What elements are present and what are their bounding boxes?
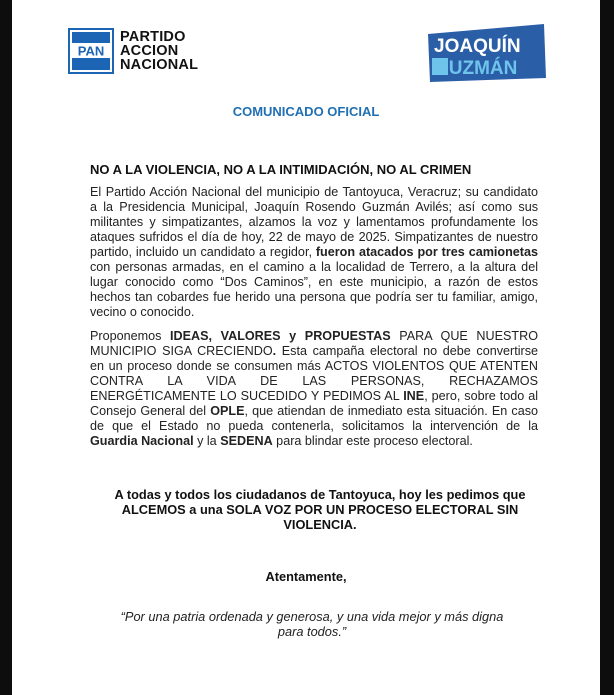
farewell: Atentamente,	[265, 569, 347, 584]
party-name	[120, 30, 198, 72]
pan-logo-icon	[68, 28, 114, 74]
p1-text-2: con personas armadas, en el camino a la localidad de Terrero, a la altura del lugar conocido como “Dos Caminos”, en este municipio, a razón de estos hechos tan cobardes fue herido una persona que podría ser tu familiar, amigo, vecino o conocido.	[90, 260, 538, 319]
p2-bold-4: OPLE	[210, 404, 245, 418]
p2-text-4: , pero, sobre todo al Consejo General del	[90, 389, 539, 418]
p2-text-7: para blindar este proceso electoral.	[272, 434, 473, 448]
p2-bold-3: INE	[403, 389, 425, 403]
p2-text-6: y la	[193, 434, 221, 448]
pan-logo-text: PAN	[77, 43, 105, 59]
p2-bold-2: .	[272, 344, 277, 358]
p2-text-2: PARA QUE NUESTRO MUNICIPIO SIGA CRECIENDO	[90, 329, 538, 358]
closing-statement: A todas y todos los ciudadanos de Tantoyuca, hoy les pedimos que ALCEMOS a una SOLA VOZ POR UN PROCESO ELECTORAL SIN VIOLENCIA.	[114, 487, 526, 532]
document-title: COMUNICADO OFICIAL	[232, 104, 380, 119]
party-name-line-2: ACCION	[120, 43, 179, 59]
candidate-logo-first: JOAQUÍN	[434, 36, 521, 57]
document-page	[12, 0, 600, 695]
p2-text-5: , que atiendan de inmediato esta situación. En caso de que el Estado no pueda contenerla, solicitamos la intervención de la	[90, 404, 539, 433]
p2-bold-1: IDEAS, VALORES y PROPUESTAS	[170, 329, 391, 343]
candidate-logo-last: GUZMÁN	[434, 58, 518, 79]
headline: NO A LA VIOLENCIA, NO A LA INTIMIDACIÓN, NO AL CRIMEN	[90, 162, 472, 177]
party-motto: “Por una patria ordenada y generosa, y una vida mejor y más digna para todos.”	[120, 609, 504, 639]
p1-bold-1: fueron atacados por tres camionetas	[315, 245, 538, 259]
paragraph-2	[90, 329, 538, 449]
paragraph-1	[90, 185, 538, 320]
party-name-line-3: NACIONAL	[120, 57, 199, 73]
party-name-line-1: PARTIDO	[120, 29, 186, 45]
p1-text-1: El Partido Acción Nacional del municipio de Tantoyuca, Veracruz; su candidato a la Presidencia Municipal, Joaquín Rosendo Guzmán Avilés; así como sus militantes y simpatizantes, alzamos la voz y lamentamos profundamente los ataques sufridos el día de hoy, 22 de mayo de 2025. Simpatizantes de nuestro partido, incluido un candidato a regidor,	[90, 185, 538, 259]
candidate-logo	[424, 22, 548, 84]
p2-text-1: Proponemos	[90, 329, 171, 343]
p2-bold-6: SEDENA	[220, 434, 273, 448]
p2-text-3: Esta campaña electoral no debe convertirse en un proceso donde se consumen más ACTOS VIOLENTOS QUE ATENTEN CONTRA LA VIDA DE LAS PERSONAS, RECHAZAMOS ENERGÉTICAMENTE LO SUCEDIDO Y PEDIMOS AL	[90, 344, 539, 403]
p2-bold-5: Guardia Nacional	[90, 434, 194, 448]
